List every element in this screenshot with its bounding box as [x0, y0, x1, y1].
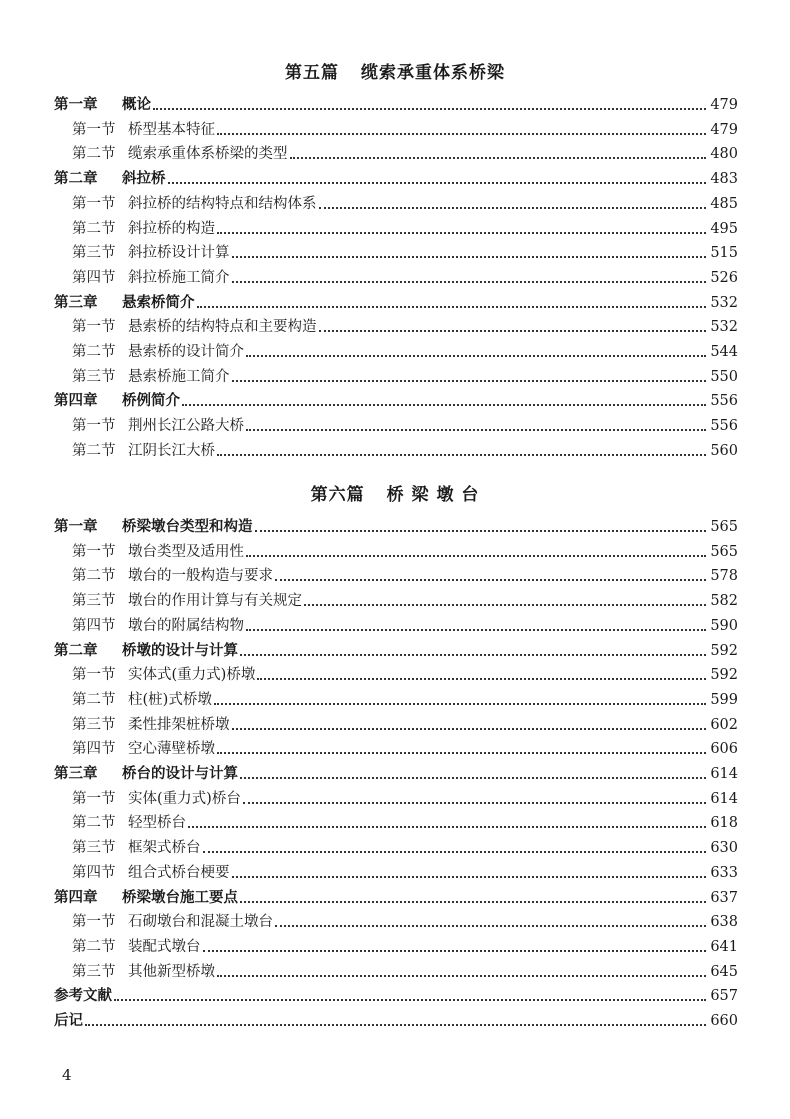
dot-leader: [246, 628, 706, 631]
dot-leader: [255, 529, 707, 532]
toc-entry-number: 第二节: [72, 938, 116, 955]
toc-entry-title: 墩台的作用计算与有关规定: [128, 593, 302, 610]
toc-entry-page: 592: [710, 642, 738, 659]
toc-entry-title: 轻型桥台: [128, 815, 186, 832]
dot-leader: [232, 875, 707, 878]
toc-section-row: [72, 189, 738, 213]
toc-entry-label: [72, 666, 255, 684]
toc-entry-title: 斜拉桥的构造: [128, 220, 215, 237]
toc-entry-page: 618: [710, 815, 738, 832]
toc-section-row: [72, 436, 738, 460]
toc-entry-number: 第四节: [72, 741, 116, 758]
toc-entry-title: 悬索桥的结构特点和主要构造: [128, 319, 317, 336]
toc-chapter-row: [54, 636, 738, 660]
part5-number: 第五篇: [285, 63, 339, 83]
toc-entry-number: 第一节: [72, 121, 116, 138]
toc-section-row: [72, 263, 738, 287]
toc-entry-label: [72, 913, 273, 931]
toc-chapter-row: [54, 386, 738, 410]
toc-entry-label: [72, 740, 215, 758]
toc-entry-page: 479: [710, 97, 738, 113]
toc-entry-page: 606: [710, 741, 738, 758]
toc-section-row: [72, 734, 738, 758]
toc-entry-number: 第二节: [72, 568, 116, 585]
toc-entry-number: 第一节: [72, 667, 116, 684]
toc-entry-number: 第二节: [72, 442, 116, 459]
toc-entry-title: 悬索桥简介: [122, 294, 195, 311]
toc-entry-number: 第三节: [72, 593, 116, 610]
toc-section-row: [72, 957, 738, 981]
toc-entry-number: 第二节: [72, 815, 116, 832]
toc-entry-label: [54, 170, 166, 188]
toc-entry-page: 614: [710, 766, 738, 782]
toc-entry-page: 592: [710, 667, 738, 684]
toc-section-row: [72, 561, 738, 585]
toc-entry-page: 532: [710, 294, 738, 311]
toc-entry-title: 斜拉桥: [122, 171, 166, 188]
toc-entry-page: 556: [710, 393, 738, 410]
dot-leader: [246, 554, 706, 557]
toc-entry-title: 桥墩的设计与计算: [122, 642, 238, 659]
toc-entry-number: 第一节: [72, 418, 116, 435]
toc-entry-label: [54, 642, 238, 660]
toc-entry-label: [72, 244, 230, 262]
toc-entry-number: 第二节: [72, 691, 116, 708]
toc-section-row: [72, 685, 738, 709]
toc-chapter-row: [54, 90, 738, 114]
dot-leader: [275, 578, 706, 581]
toc-entry-label: [54, 392, 180, 410]
toc-chapter-row: [54, 759, 738, 783]
toc-entry-title: 江阴长江大桥: [128, 442, 215, 459]
dot-leader: [217, 132, 706, 135]
toc-entry-page: 637: [710, 889, 738, 906]
toc-section-row: [72, 238, 738, 262]
toc-entry-title: 实体(重力式)桥台: [128, 790, 241, 807]
toc-entry-number: 第三节: [72, 963, 116, 980]
toc-entry-number: 第四节: [72, 864, 116, 881]
toc-entry-number: 第三节: [72, 368, 116, 385]
toc-section-row: [72, 411, 738, 435]
dot-leader: [232, 255, 707, 258]
toc-entry-title: 悬索桥施工简介: [128, 368, 230, 385]
toc-entry-label: [72, 543, 244, 561]
toc-chapter-row: [54, 512, 738, 536]
toc-entry-title: 桥例简介: [122, 393, 180, 410]
toc-entry-title: 后记: [54, 1013, 83, 1029]
toc-entry-label: [72, 839, 201, 857]
toc-entry-page: 582: [710, 593, 738, 610]
toc-entry-page: 641: [710, 938, 738, 955]
toc-entry-title: 装配式墩台: [128, 938, 201, 955]
toc-entry-title: 参考文献: [54, 988, 112, 1005]
toc-entry-number: 第二节: [72, 220, 116, 237]
toc-entry-label: [72, 343, 244, 361]
toc-section-row: [72, 858, 738, 882]
toc-chapter-row: [54, 288, 738, 312]
dot-leader: [232, 379, 707, 382]
toc-entry-page: 479: [710, 121, 738, 138]
toc-entry-label: [72, 617, 244, 635]
dot-leader: [203, 949, 707, 952]
toc-entry-label: [72, 195, 317, 213]
toc-entry-label: [72, 716, 230, 734]
toc-entry-page: 599: [710, 691, 738, 708]
dot-leader: [85, 1023, 706, 1026]
toc-entry-title: 其他新型桥墩: [128, 963, 215, 980]
toc-entry-label: [54, 1012, 83, 1030]
part5-title: [0, 58, 790, 83]
toc-entry-title: 墩台类型及适用性: [128, 543, 244, 560]
toc-entry-page: 560: [710, 442, 738, 459]
toc-entry-label: [72, 269, 230, 287]
toc-section-row: [72, 611, 738, 635]
toc-chapter-row: [54, 981, 738, 1005]
toc-entry-page: 565: [710, 543, 738, 560]
toc-section-row: [72, 586, 738, 610]
dot-leader: [275, 924, 706, 927]
dot-leader: [319, 206, 707, 209]
toc-entry-number: 第四节: [72, 617, 116, 634]
toc-entry-label: [72, 790, 241, 808]
dot-leader: [240, 900, 706, 903]
dot-leader: [217, 453, 706, 456]
toc-entry-title: 斜拉桥设计计算: [128, 245, 230, 262]
toc-entry-title: 柔性排架桩桥墩: [128, 716, 230, 733]
toc-entry-label: [72, 691, 212, 709]
toc-entry-label: [72, 145, 288, 163]
toc-entry-title: 墩台的一般构造与要求: [128, 568, 273, 585]
toc-entry-page: 602: [710, 716, 738, 733]
toc-entry-title: 斜拉桥的结构特点和结构体系: [128, 195, 317, 212]
toc-entry-label: [72, 417, 244, 435]
toc-entry-page: 633: [710, 864, 738, 881]
toc-entry-label: [72, 368, 230, 386]
part6-title: [0, 480, 790, 505]
toc-entry-number: 第二章: [54, 642, 98, 659]
toc-entry-title: 桥台的设计与计算: [122, 766, 238, 782]
toc-entry-title: 框架式桥台: [128, 840, 201, 857]
dot-leader: [319, 329, 707, 332]
toc-entry-page: 485: [710, 195, 738, 212]
toc-entry-label: [72, 864, 230, 882]
toc-entry-page: 480: [710, 146, 738, 163]
dot-leader: [188, 825, 706, 828]
toc-section-row: [72, 337, 738, 361]
toc-entry-number: 第二节: [72, 344, 116, 360]
toc-entry-title: 悬索桥的设计简介: [128, 344, 244, 360]
toc-entry-label: [72, 318, 317, 336]
dot-leader: [304, 603, 706, 606]
toc-entry-label: [72, 814, 186, 832]
toc-entry-page: 556: [710, 418, 738, 435]
toc-entry-number: 第三节: [72, 716, 116, 733]
part6-name: 桥 梁 墩 台: [386, 485, 480, 505]
dot-leader: [203, 850, 707, 853]
dot-leader: [217, 231, 706, 234]
toc-section-row: [72, 784, 738, 808]
toc-chapter-row: [54, 164, 738, 188]
dot-leader: [182, 403, 706, 406]
toc-section-row: [72, 932, 738, 956]
toc-entry-label: [54, 96, 151, 114]
toc-entry-page: 657: [710, 988, 738, 1005]
toc-entry-label: [72, 938, 201, 956]
toc-entry-title: 斜拉桥施工简介: [128, 269, 230, 286]
dot-leader: [232, 727, 707, 730]
dot-leader: [240, 776, 706, 779]
toc-section-row: [72, 808, 738, 832]
toc-section-row: [72, 710, 738, 734]
toc-entry-page: 544: [710, 344, 738, 360]
toc-entry-number: 第二章: [54, 171, 98, 188]
dot-leader: [168, 181, 707, 184]
dot-leader: [243, 801, 706, 804]
dot-leader: [290, 156, 707, 159]
toc-entry-label: [72, 121, 215, 139]
dot-leader: [217, 751, 706, 754]
toc-entry-number: 第一节: [72, 914, 116, 931]
toc-entry-label: [54, 765, 238, 783]
toc-entry-label: [54, 518, 253, 536]
toc-entry-label: [54, 987, 112, 1005]
toc-entry-page: 638: [710, 914, 738, 931]
toc-entry-page: 614: [710, 790, 738, 807]
part6-number: 第六篇: [310, 485, 365, 505]
dot-leader: [217, 974, 706, 977]
toc-entry-title: 概论: [122, 97, 151, 113]
toc-entry-number: 第三章: [54, 294, 98, 311]
toc-entry-label: [72, 220, 215, 238]
toc-entry-page: 645: [710, 963, 738, 980]
toc-entry-page: 495: [710, 220, 738, 237]
toc-section-row: [72, 115, 738, 139]
toc-entry-title: 桥型基本特征: [128, 121, 215, 138]
toc-entry-label: [72, 592, 302, 610]
toc-section-row: [72, 312, 738, 336]
toc-entry-title: 墩台的附属结构物: [128, 617, 244, 634]
toc-entry-number: 第一节: [72, 543, 116, 560]
toc-entry-title: 桥梁墩台类型和构造: [122, 519, 253, 535]
dot-leader: [246, 428, 706, 431]
toc-entry-page: 578: [710, 568, 738, 585]
toc-entry-number: 第三章: [54, 766, 98, 782]
toc-entry-title: 缆索承重体系桥梁的类型: [128, 146, 288, 163]
toc-entry-number: 第一章: [54, 519, 98, 535]
dot-leader: [214, 702, 706, 705]
toc-entry-title: 荆州长江公路大桥: [128, 418, 244, 435]
toc-entry-number: 第四章: [54, 393, 98, 410]
toc-entry-page: 590: [710, 617, 738, 634]
dot-leader: [240, 653, 706, 656]
part5-name: 缆索承重体系桥梁: [361, 63, 505, 83]
toc-entry-page: 526: [710, 269, 738, 286]
dot-leader: [197, 305, 707, 308]
dot-leader: [114, 998, 706, 1001]
toc-section-row: [72, 362, 738, 386]
toc-entry-page: 565: [710, 519, 738, 535]
toc-entry-title: 实体式(重力式)桥墩: [128, 667, 256, 684]
toc-entry-page: 630: [710, 840, 738, 857]
toc-section-row: [72, 139, 738, 163]
toc-entry-page: 532: [710, 319, 738, 336]
toc-entry-label: [72, 442, 215, 460]
toc-entry-label: [54, 889, 238, 907]
toc-entry-number: 第一节: [72, 790, 116, 807]
toc-entry-page: 660: [710, 1013, 738, 1029]
dot-leader: [153, 107, 706, 110]
toc-section-row: [72, 537, 738, 561]
toc-entry-label: [72, 567, 273, 585]
toc-section-row: [72, 214, 738, 238]
toc-section-row: [72, 907, 738, 931]
toc-entry-number: 第一节: [72, 319, 116, 336]
toc-entry-number: 第四章: [54, 889, 98, 906]
toc-section-row: [72, 660, 738, 684]
toc-entry-title: 桥梁墩台施工要点: [122, 889, 238, 906]
toc-entry-number: 第四节: [72, 269, 116, 286]
dot-leader: [232, 280, 707, 283]
toc-entry-number: 第三节: [72, 840, 116, 857]
toc-entry-number: 第三节: [72, 245, 116, 262]
toc-entry-page: 483: [710, 171, 738, 188]
toc-entry-number: 第二节: [72, 146, 116, 163]
toc-entry-label: [72, 963, 215, 981]
toc-entry-title: 柱(桩)式桥墩: [128, 691, 212, 708]
toc-entry-title: 组合式桥台梗要: [128, 864, 230, 881]
toc-section-row: [72, 833, 738, 857]
dot-leader: [257, 677, 706, 680]
toc-entry-title: 石砌墩台和混凝土墩台: [128, 914, 273, 931]
toc-chapter-row: [54, 883, 738, 907]
toc-entry-title: 空心薄壁桥墩: [128, 741, 215, 758]
toc-entry-label: [54, 294, 195, 312]
toc-entry-number: 第一章: [54, 97, 98, 113]
dot-leader: [246, 354, 706, 357]
page-number: 4: [62, 1066, 72, 1084]
toc-chapter-row: [54, 1006, 738, 1030]
toc-entry-page: 550: [710, 368, 738, 385]
toc-entry-page: 515: [710, 245, 738, 262]
toc-entry-number: 第一节: [72, 195, 116, 212]
